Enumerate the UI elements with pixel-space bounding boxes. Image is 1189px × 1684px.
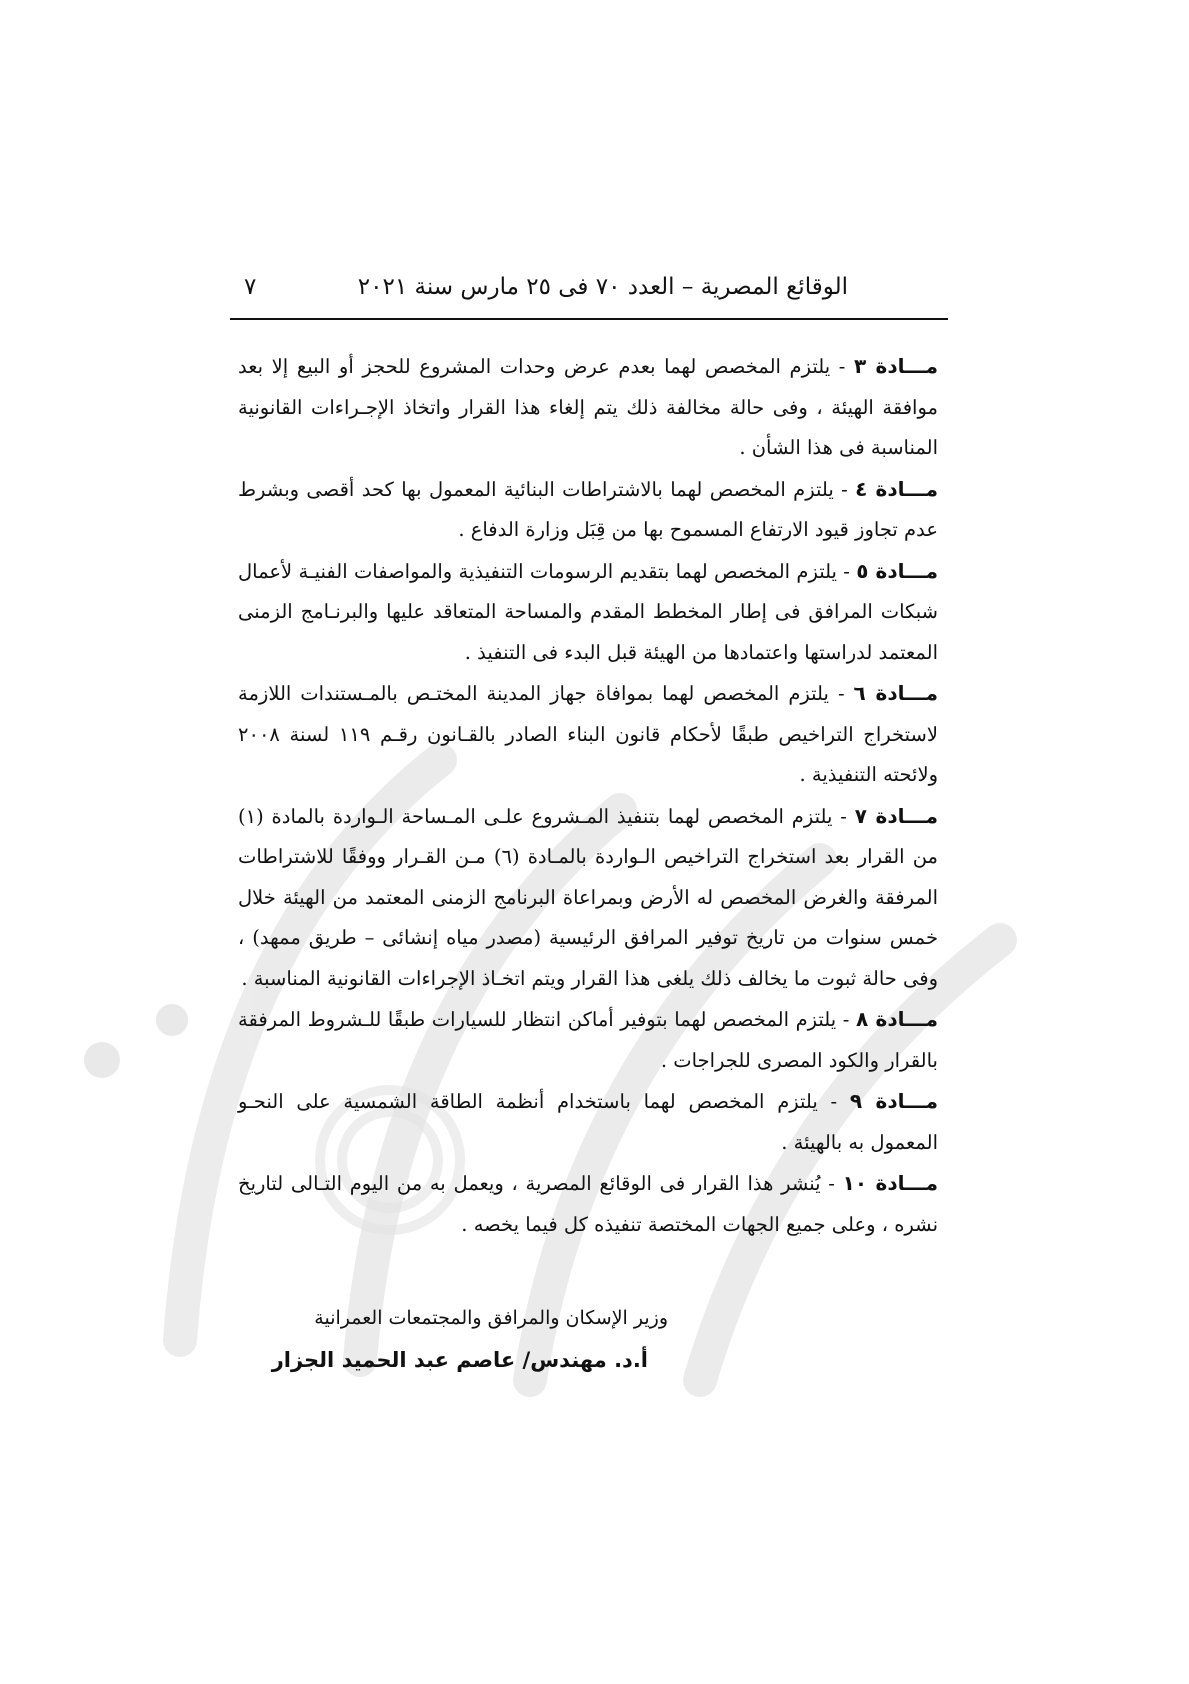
decree-articles [238, 346, 938, 1245]
article-label: مـــادة ٨ [855, 1007, 938, 1031]
signature-block [238, 1298, 668, 1382]
minister-name: أ.د. مهندس/ عاصم عبد الحميد الجزار [271, 1348, 648, 1372]
article-10 [238, 1163, 938, 1245]
article-9 [238, 1081, 938, 1163]
page-number: ٧ [244, 274, 257, 300]
article-text: - يلتزم المخصص لهما بعدم عرض وحدات المشروع للحجز أو البيع إلا بعد موافقة الهيئة ، وفى حالة مخالفة ذلك يتم إلغاء هذا القرار واتخاذ الإجـراءات القانونية المناسبة فى هذا الشأن . [238, 355, 938, 459]
article-8 [238, 999, 938, 1081]
article-5 [238, 551, 938, 674]
article-4 [238, 469, 938, 551]
article-text: - يلتزم المخصص لهما بموافاة جهاز المدينة المختـص بالمـستندات اللازمة لاستخراج التراخيص طبقًا لأحكام قانون البناء الصادر بالقـانون رقـم ١١٩ لسنة ٢٠٠٨ ولائحته التنفيذية . [238, 682, 938, 786]
article-label: مـــادة ٤ [855, 476, 938, 501]
article-6 [238, 673, 938, 796]
article-label: مـــادة ٣ [853, 354, 938, 378]
minister-title: وزير الإسكان والمرافق والمجتمعات العمرانية [314, 1307, 668, 1329]
article-label: مـــادة ٥ [856, 558, 938, 583]
article-label: مـــادة ٦ [853, 681, 938, 705]
page-header [230, 268, 948, 312]
article-text: - يلتزم المخصص لهما بتقديم الرسومات التنفيذية والمواصفات الفنيـة لأعمال شبكات المرافق فى إطار المخطط المقدم والمساحة المتعاقد عليها والبرنـامج الزمنى المعتمد لدراستها واعتمادها من الهيئة قبل البدء فى التنفيذ . [238, 559, 938, 664]
article-text: - يلتزم المخصص لهما بالاشتراطات البنائية المعمول بها كحد أقصى وبشرط عدم تجاوز قيود الارتفاع المسموح بها من قِبَل وزارة الدفاع . [238, 477, 938, 541]
header-divider [230, 318, 948, 320]
article-text: - يلتزم المخصص لهما بتوفير أماكن انتظار للسيارات طبقًا للـشروط المرفقة بالقرار والكود المصرى للجراجات . [238, 1008, 938, 1072]
article-text: - يلتزم المخصص لهما باستخدام أنظمة الطاقة الشمسية على النحـو المعمول به بالهيئة . [238, 1090, 938, 1154]
article-label: مـــادة ١٠ [842, 1171, 938, 1195]
article-label: مـــادة ٩ [849, 1089, 939, 1113]
article-text: - يُنشر هذا القرار فى الوقائع المصرية ، ويعمل به من اليوم التـالى لتاريخ نشره ، وعلى جميع الجهات المختصة تنفيذه كل فيما يخصه . [238, 1172, 938, 1236]
article-7 [238, 796, 938, 1000]
article-text: - يلتزم المخصص لهما بتنفيذ المـشروع علـى المـساحة الـواردة بالمادة (١) من القرار بعد استخراج التراخيص الـواردة بالمـادة (٦) مـن القـرار ووفقًا للاشتراطات المرفقة والغرض المخصص له الأرض وبمراعاة البرنامج الزمنى المعتمد من الهيئة خلال خمس سنوات من تاريخ توفير المرافق الرئيسية (مصدر مياه إنشائى – طريق ممهد) ، وفى حالة ثبوت ما يخالف ذلك يلغى هذا القرار ويتم اتخـاذ الإجراءات القانونية المناسبة . [238, 804, 938, 990]
article-label: مـــادة ٧ [854, 803, 938, 828]
article-3 [238, 346, 938, 469]
gazette-issue-title: الوقائع المصرية – العدد ٧٠ فى ٢٥ مارس سنة ٢٠٢١ [357, 274, 848, 300]
